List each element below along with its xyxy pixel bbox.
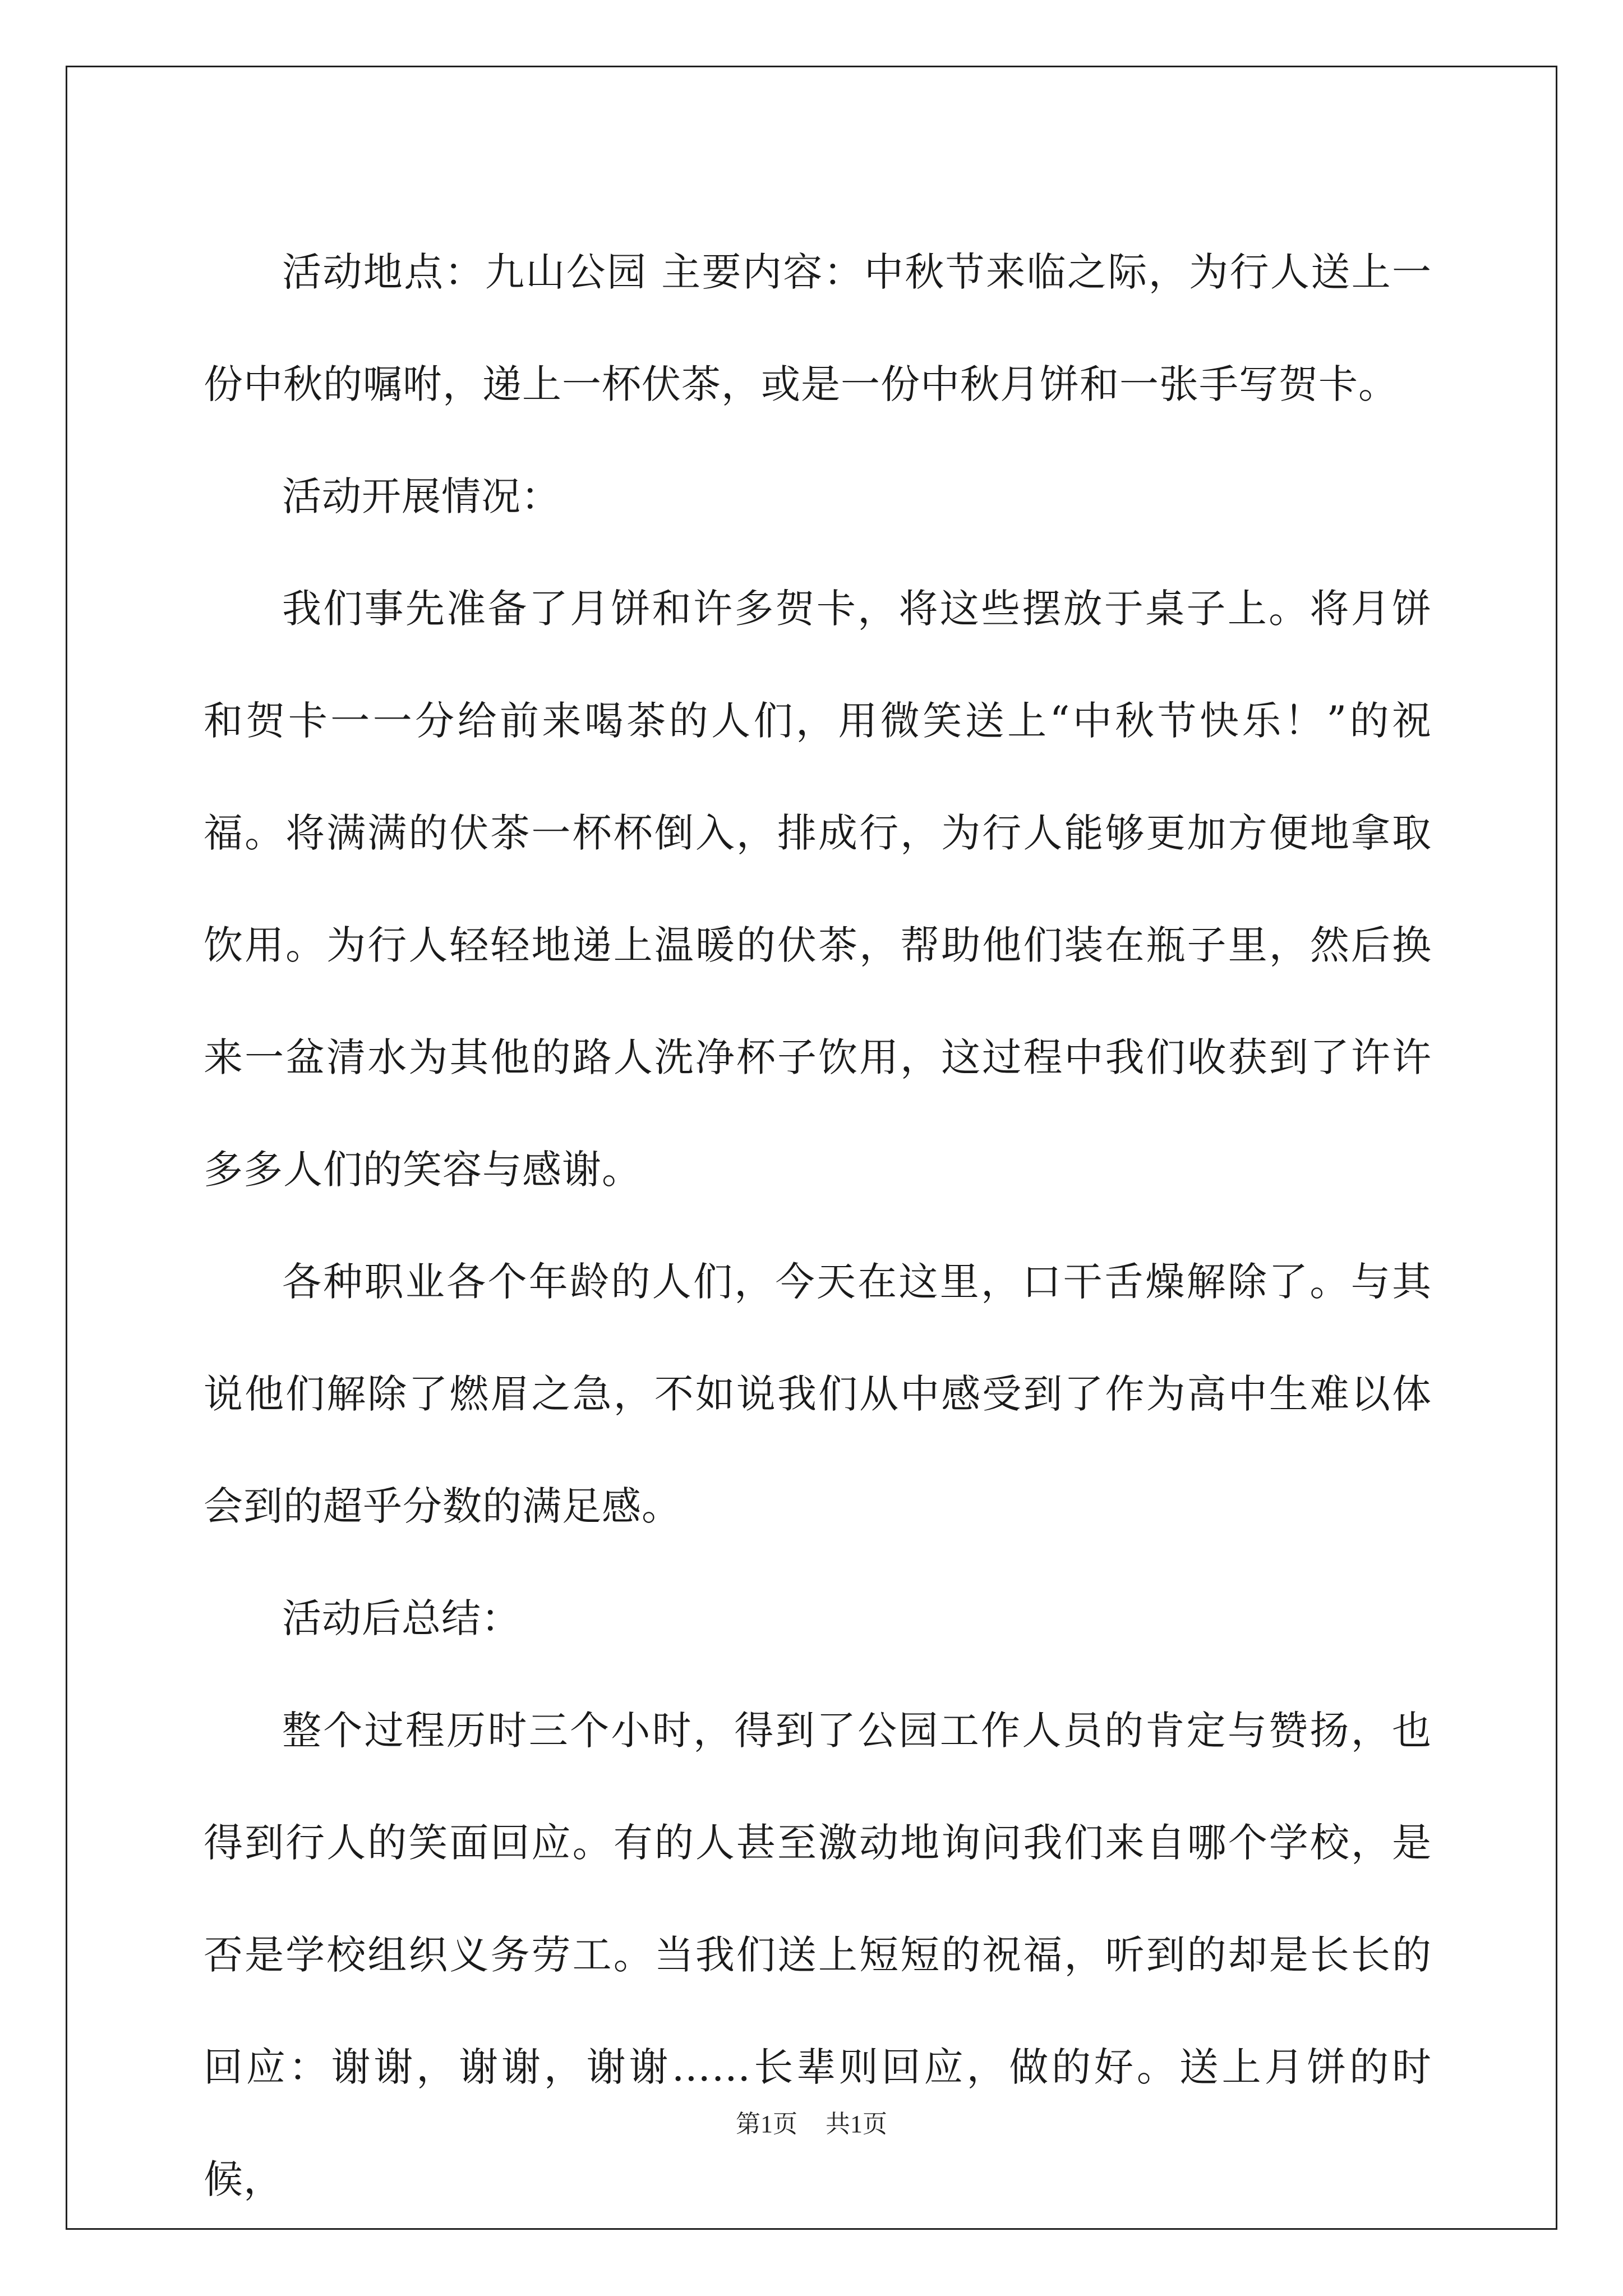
paragraph-location: 活动地点：九山公园 主要内容：中秋节来临之际，为行人送上一份中秋的嘱咐，递上一杯伏茶，或是一份中秋月饼和一张手写贺卡。 [204,249,1432,407]
heading-summary: 活动后总结： [282,1595,521,1641]
page-number-current: 第1页 [736,2110,797,2138]
paragraph-summary: 整个过程历时三个小时，得到了公园工作人员的肯定与赞扬，也得到行人的笑面回应。有的人甚至激动地询问我们来自哪个学校，是否是学校组织义务劳工。当我们送上短短的祝福，听到的却是长长的回应：谢谢，谢谢，谢谢……长辈则回应，做的好。送上月饼的时候， [204,1708,1432,2202]
paragraph-reflection: 各种职业各个年龄的人们，今天在这里，口干舌燥解除了。与其说他们解除了燃眉之急，不如说我们从中感受到了作为高中生难以体会到的超乎分数的满足感。 [204,1259,1432,1529]
page-number-total: 共1页 [826,2110,887,2138]
document-body [204,216,1432,2235]
heading-activity-progress: 活动开展情况： [282,473,561,519]
paragraph-preparation: 我们事先准备了月饼和许多贺卡，将这些摆放于桌子上。将月饼和贺卡一一分给前来喝茶的人们，用微笑送上“中秋节快乐！”的祝福。将满满的伏茶一杯杯倒入，排成行，为行人能够更加方便地拿取饮用。为行人轻轻地递上温暖的伏茶，帮助他们装在瓶子里，然后换来一盆清水为其他的路人洗净杯子饮用，这过程中我们收获到了许许多多人们的笑容与感谢。 [204,586,1432,1193]
page-footer [0,2104,1623,2139]
